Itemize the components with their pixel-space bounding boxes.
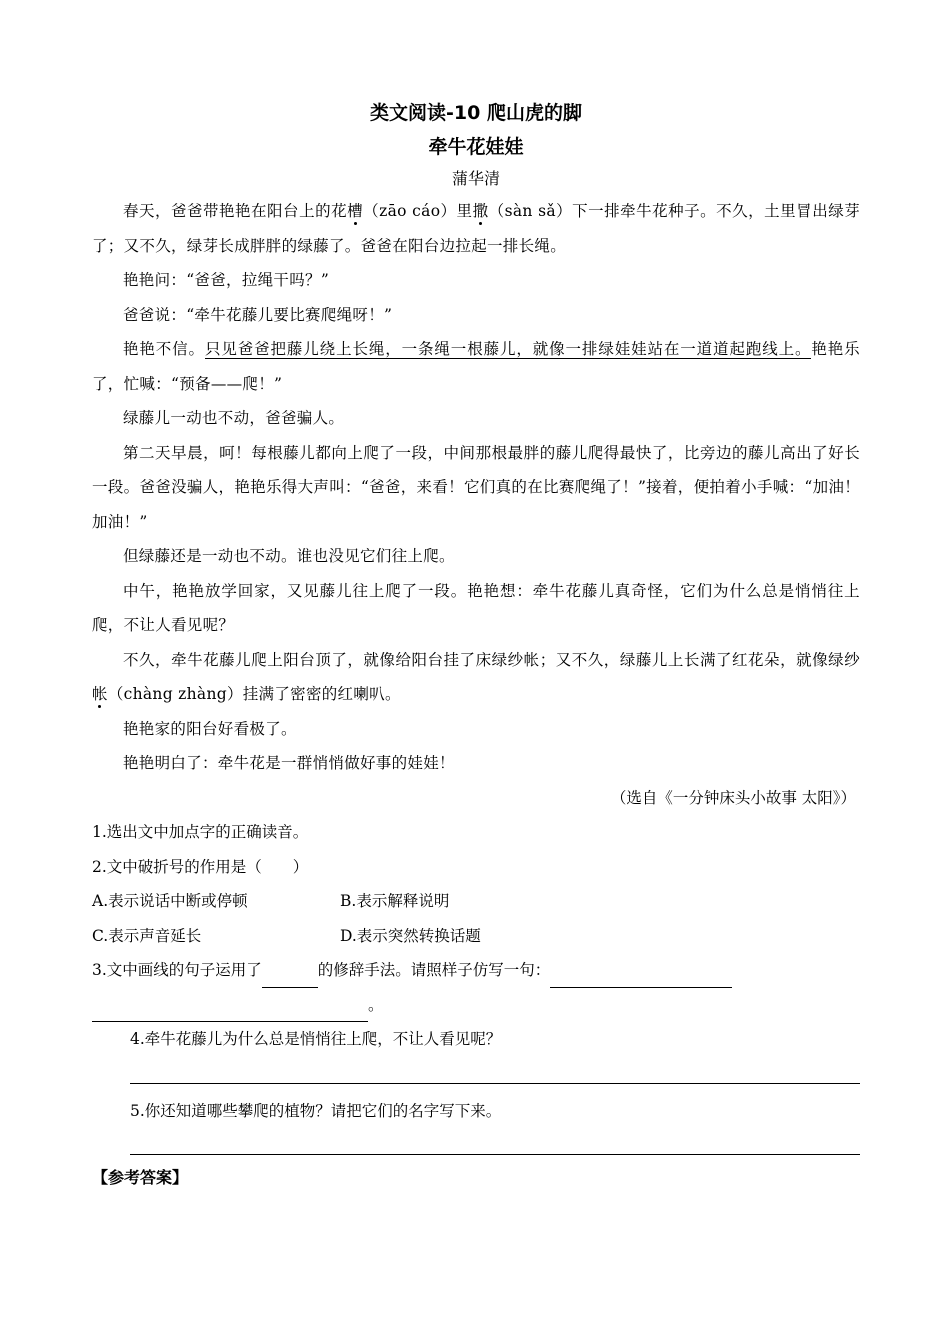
- question-2: 2.文中破折号的作用是（ ）: [92, 857, 309, 876]
- option-d: D.表示突然转换话题: [340, 926, 481, 945]
- options-row-2: [92, 919, 860, 954]
- pinyin-choice: （zāo cáo）里: [363, 202, 473, 220]
- answer-blank[interactable]: [92, 999, 368, 1022]
- paragraph-5: 绿藤儿一动也不动，爸爸骗人。: [123, 409, 345, 427]
- answer-line[interactable]: [130, 1057, 860, 1084]
- text-span: 春天，爸爸带艳艳在阳台上的花: [123, 202, 348, 220]
- paragraph-8: 中午，艳艳放学回家，又见藤儿往上爬了一段。艳艳想：牵牛花藤儿真奇怪，它们为什么总是悄悄往上爬，不让人看见呢？: [92, 581, 860, 634]
- paragraph-10: 艳艳家的阳台好看极了。: [123, 719, 297, 738]
- dotted-char: 帐: [92, 685, 108, 703]
- paragraph-4: [92, 332, 860, 401]
- option-c: C.表示声音延长: [92, 926, 202, 945]
- answer-line[interactable]: [130, 1128, 860, 1155]
- text-span: 不久，牵牛花藤儿爬上阳台顶了，就像给阳台挂了床绿纱帐；又不久，绿藤儿上长满了红花朵，就像绿纱: [123, 650, 860, 669]
- source-citation: （选自《一分钟床头小故事 太阳》）: [610, 788, 856, 807]
- question-3-continued: [92, 988, 860, 1023]
- paragraph-9: [92, 643, 860, 712]
- dotted-char: 槽: [347, 202, 364, 220]
- text-span: 艳艳不信。: [123, 340, 205, 358]
- paragraph-11: 艳艳明白了：牵牛花是一群悄悄做好事的娃娃！: [123, 754, 455, 772]
- question-4: 4.牵牛花藤儿为什么总是悄悄往上爬，不让人看见呢？: [130, 1030, 502, 1048]
- page-title: 类文阅读-10 爬山虎的脚: [370, 102, 582, 124]
- question-3: [92, 953, 860, 988]
- story-title: 牵牛花娃娃: [428, 136, 524, 158]
- answer-blank[interactable]: [262, 965, 318, 988]
- paragraph-2: 艳艳问：“爸爸，拉绳干吗？”: [123, 271, 330, 289]
- question-3-end: 。: [368, 995, 384, 1014]
- paragraph-3: 爸爸说：“牵牛花藤儿要比赛爬绳呀！”: [123, 305, 393, 324]
- question-3-text: 的修辞手法。请照样子仿写一句：: [317, 961, 551, 979]
- worksheet-page: [92, 96, 860, 1195]
- answer-heading: 【参考答案】: [92, 1168, 189, 1187]
- underlined-sentence: 只见爸爸把藤儿绕上长绳，一条绳一根藤儿，就像一排绿娃娃站在一道道起跑线上。: [204, 340, 812, 358]
- answer-blank[interactable]: [550, 965, 732, 988]
- pinyin-choice: （chàng zhàng）挂满了密密的红喇叭。: [107, 685, 401, 703]
- options-row-1: [92, 884, 860, 919]
- question-3-text: 3.文中画线的句子运用了: [92, 961, 262, 979]
- dotted-char: 撒: [472, 202, 489, 220]
- paragraph-7: 但绿藤还是一动也不动。谁也没见它们往上爬。: [123, 547, 455, 565]
- paragraph-1: [92, 194, 860, 263]
- pinyin-choice: （sàn sǎ）下一排牵牛花种子。不久，土里冒出绿芽了；又不久，绿芽长成胖胖的绿藤了。爸爸在阳台边拉起一排长绳。: [92, 202, 861, 255]
- text-span: 艳艳乐了，忙喊：“预备——爬！”: [92, 340, 860, 393]
- option-b: B.表示解释说明: [340, 892, 450, 910]
- question-5: 5.你还知道哪些攀爬的植物？请把它们的名字写下来。: [130, 1101, 502, 1120]
- paragraph-6: 第二天早晨，呵！每根藤儿都向上爬了一段，中间那根最胖的藤儿爬得最快了，比旁边的藤儿高出了好长一段。爸爸没骗人，艳艳乐得大声叫：“爸爸，来看！它们真的在比赛爬绳了！”接着，便拍着小手喊：“加油！加油！”: [92, 443, 860, 531]
- author: 蒲华清: [451, 169, 500, 188]
- question-1: 1.选出文中加点字的正确读音。: [92, 823, 309, 841]
- option-a: A.表示说话中断或停顿: [92, 892, 248, 910]
